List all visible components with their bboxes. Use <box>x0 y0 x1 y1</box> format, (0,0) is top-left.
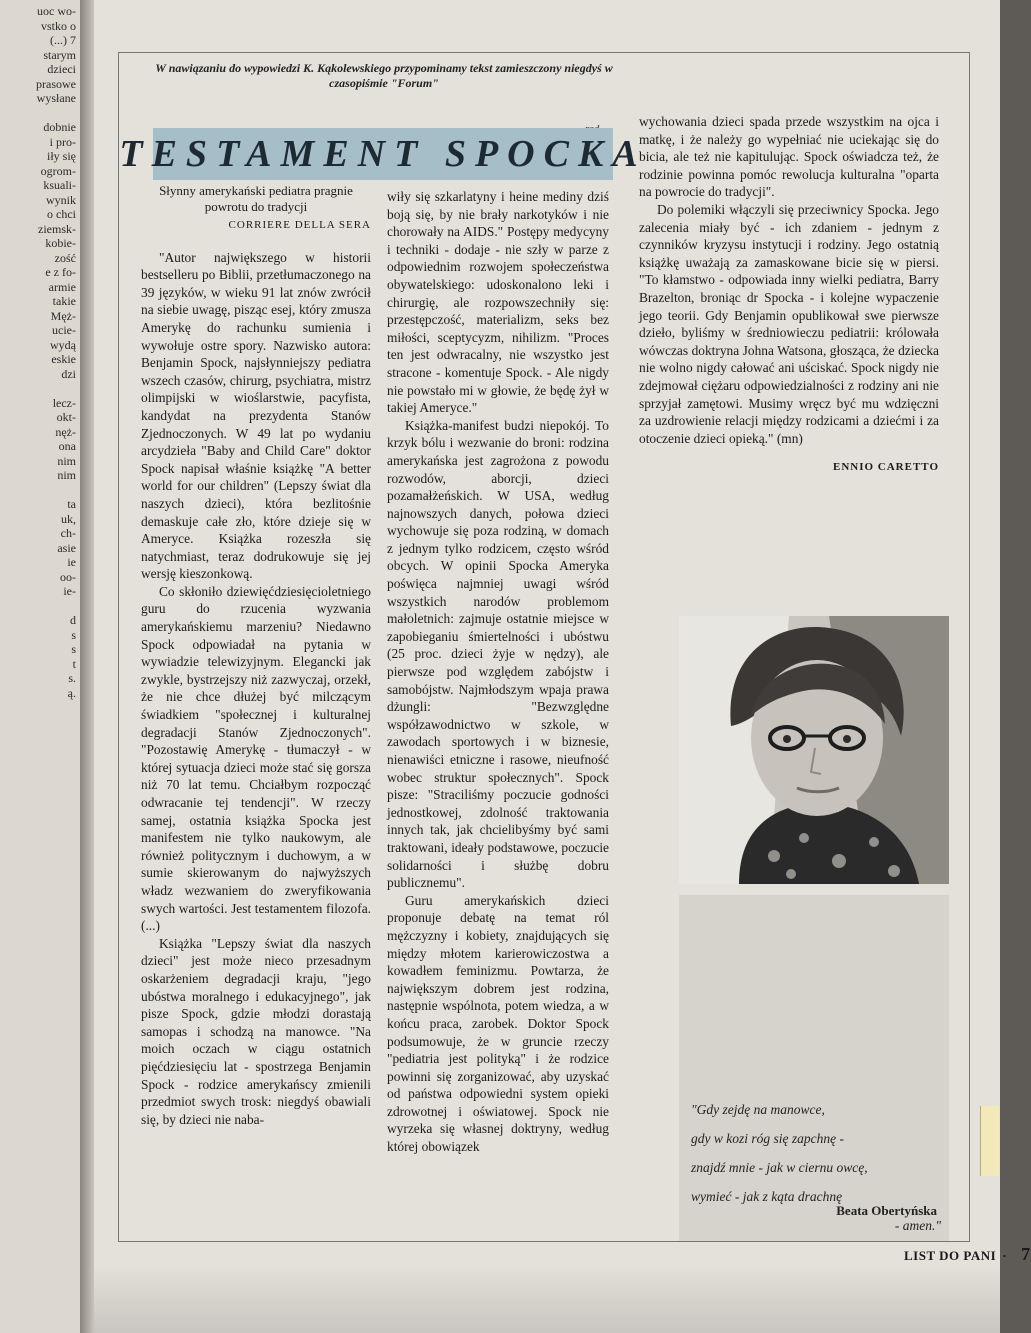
previous-page-fragment: dobnie <box>43 120 76 134</box>
article-title: TESTAMENT SPOCKA <box>119 133 647 175</box>
poem-signature: Beata Obertyńska <box>836 1203 937 1218</box>
previous-page-fragment: d <box>70 613 76 627</box>
portrait-photo <box>679 616 949 884</box>
page-number: 7 <box>1021 1244 1031 1264</box>
column-3 <box>639 113 939 477</box>
previous-page-fragment: nęż- <box>55 424 76 439</box>
previous-page-fragment: i pro- <box>49 134 76 149</box>
previous-page-fragment: ona <box>58 439 76 453</box>
poem-line: znajdź mnie - jak w ciernu owcę, <box>691 1160 868 1175</box>
previous-page-fragment: ie- <box>63 584 76 598</box>
previous-page-fragment: nim <box>57 453 76 468</box>
previous-page-fragment: uoc wo- <box>37 4 76 18</box>
previous-page-fragment: wydą <box>50 337 76 352</box>
previous-page-fragment: ta <box>67 497 76 511</box>
previous-page-fragment: eskie <box>51 352 76 366</box>
poem-line: wymieć - jak z kąta drachnę <box>691 1189 843 1204</box>
previous-page-fragment: e z fo- <box>45 265 76 279</box>
previous-page-fragment: dzieci <box>47 62 76 76</box>
previous-page-fragment: ogrom- <box>40 163 76 178</box>
column-1 <box>141 183 371 1128</box>
source-label: CORRIERE DELLA SERA <box>228 219 371 231</box>
previous-page-fragment: ziemsk- <box>38 221 76 236</box>
previous-page-fragment: s. <box>68 671 76 685</box>
paragraph: Książka "Lepszy świat dla naszych dzieci" jest może nieco przesadnym oskarżeniem degradacji kraju, "jego ubóstwa moralnego i edukacyjnego", jak pisze Spock, gdzie młodzi dorastają samopas i schodzą na manowce. "Na moich oczach w ciągu ostatnich pięćdziesięciu lat - spostrzega Benjamin Spock - rodzice amerykańscy zmienili przedmiot swych trosk: niegdyś obawiali się, by dzieci nie naba- <box>141 935 371 1127</box>
poem-line: gdy w kozi róg się zapchnę - <box>691 1131 844 1146</box>
magazine-name: LIST DO PANI <box>904 1248 997 1263</box>
poem-box <box>679 895 949 1241</box>
previous-page-fragment: kobie- <box>45 236 76 250</box>
previous-page-fragment: prasowe <box>36 76 76 91</box>
column-2 <box>387 188 609 1156</box>
previous-page-fragment: zość <box>54 250 76 265</box>
paragraph: Do polemiki włączyli się przeciwnicy Spocka. Jego zalecenia miały być - ich zdaniem - jednym z czynników kryzysu instytucji i rodziny. Jego ostatnią książkę uważają za zamaskowane bicie się w piersi. "To kłamstwo - odpowiada inny wielki pediatra, Barry Brazelton, broniąc dr Spocka - i kolejne wypaczenie jego teorii. Gdy Benjamin opublikował swe pierwsze dzieło, byliśmy w średniowieczu pediatrii: królowała wówczas doktryna Johna Watsona, głosząca, że dziecka nie wolno nigdy całować ani uściskać. Spock nigdy nie zdejmował ciężaru odpowiedzialności z rodziny ani nie sprzyjał zamętowi. Musimy wręcz być mu wdzięczni za uzdrowienie relacji między rodzicami a dziećmi i za otoczenie dzieci opieką." (mn) <box>639 201 939 446</box>
article-author: ENNIO CARETTO <box>832 461 939 474</box>
paragraph: Guru amerykańskich dzieci proponuje debatę na temat ról mężczyzny i kobiety, znajdujących się między młotem karierowiczostwa a kowadłem feminizmu. Powtarza, że największym dobrem jest rodzina, następnie wspólnota, potem wiedza, a w końcu praca, zarobek. Doktor Spock podsumowuje, że w gruncie rzeczy "pediatria jest polityką" i że rodzice powinni się zorganizować, aby uzyskać od państwa odpowiedni system opieki zdrowotnej i oświatowej. Spock nie wyrzeka się własnej doktryny, według której obowiązek <box>387 892 609 1155</box>
previous-page-fragment: okt- <box>56 410 76 424</box>
previous-page-fragment: armie <box>48 279 76 294</box>
previous-page-fragment: starym <box>43 47 76 62</box>
previous-page-fragment: lecz- <box>52 395 76 410</box>
previous-page-fragment: (...) 7 <box>50 33 76 47</box>
previous-page-fragment: ie <box>67 555 76 569</box>
poem-line: "Gdy zejdę na manowce, <box>691 1102 825 1117</box>
previous-page-edge <box>0 0 80 1333</box>
previous-page-fragment: s <box>71 627 76 642</box>
previous-page-fragment: wynik <box>46 192 76 207</box>
previous-page-fragment: asie <box>57 540 76 555</box>
bookmark-tab <box>980 1106 999 1176</box>
previous-page-fragment: dzi <box>61 366 76 381</box>
page-shadow <box>94 1263 1000 1333</box>
page-gutter <box>80 0 94 1333</box>
previous-page-fragment: ą. <box>67 685 76 700</box>
previous-page-fragment <box>0 483 80 498</box>
paragraph: Książka-manifest budzi niepokój. To krzyk bólu i wezwanie do broni: rodzina amerykańska jest zagrożona z powodu rozwodów, aborcji, dzieci pozamałżeńskich. W USA, według najnowszych danych, połowa dzieci wychowuje się poza rodziną, w domach z jednym tylko rodzicem, często wśród obcych. W opinii Spocka Ameryka poświęca najmniej uwagi wśród wszystkich narodów problemom małoletnich: zajmuje ostatnie miejsce w zapobieganiu śmiertelności i ubóstwu (25 proc. dzieci żyje w nędzy), ale pierwsze pod względem zabójstw i samobójstw. Najmłodszym wpaja prawa dżungli: "Bezwzględne współzawodnictwo w szkole, w zawodach sportowych i w biznesie, nienawiści etniczne i rasowe, nieufność wobec struktur społecznych". Spock pisze: "Straciliśmy poczucie godności jednostkowej, zdolność traktowania innych tak, jak chcielibyśmy być sami traktowani, ideały podstawowe, poczucie solidarności i służbę dobru publicznemu". <box>387 417 609 891</box>
paragraph: wiły się szkarlatyny i heine mediny dziś boją się, by nie brały narkotyków i nie chorowały na AIDS." Postępy medycyny i techniki - dodaje - nie szły w parze z odpowiednim rozwojem społeczeństwa obywatelskiego: udoskonalono leki i chirurgię, ale rozpowszechniły się: przestępczość, materializm, seks bez miłości, sceptycyzm, nihilizm. "Proces ten jest odwracalny, nie wszystko jest stracone - komentuje Spock. - Ale nigdy nie powstało mi w głowie, że będę żył w takiej Ameryce." <box>387 189 609 416</box>
previous-page-fragment: uk, <box>61 511 76 526</box>
page-footer <box>904 1244 1031 1265</box>
article-frame <box>118 52 970 1242</box>
previous-page-fragment <box>0 381 80 396</box>
previous-page-fragment: Męż- <box>50 308 76 323</box>
paragraph: wychowania dzieci spada przede wszystkim na ojca i matkę, i że należy go wypełniać nie uciekając się do bicia, ale też nie kapitulując. Spock oświadcza też, że rodzinie powinna pomóc rewolucja kulturalna "oparta na powrocie do tradycji". <box>639 114 939 200</box>
previous-page-fragment: o chci <box>47 207 76 221</box>
previous-page-fragment: vstko o <box>40 18 76 33</box>
previous-page-fragment: s <box>71 642 76 656</box>
paragraph: "Autor największego w historii bestselleru po Biblii, przetłumaczonego na 39 języków, w wieku 91 lat znów zwrócił na siebie uwagę, pisząc esej, który zmusza Amerykę do rachunku sumienia i wywołuje ostre spory. Nazwisko autora: Benjamin Spock, najsłynniejszy pediatra wszech czasów, chirurg, psychiatra, mistrz olimpijski w wioślarstwie, pacyfista, kandydat na prezydenta Stanów Zjednoczonych. W 49 lat po wydaniu arcydzieła "Baby and Child Care" doktor Spock napisał właśnie książkę "A better world for our children" (Lepszy świat dla naszych dzieci), która bezlitośnie demaskuje całe zło, które dzieje się w Ameryce. Książka rozeszła się natychmiast, teraz dodrukowuje się jej wersję kieszonkową. <box>141 249 371 582</box>
lead-text: Słynny amerykański pediatra pragnie powrotu do tradycji <box>159 183 353 214</box>
previous-page-fragment <box>0 599 80 614</box>
magazine-page <box>94 0 1031 1333</box>
previous-page-fragment: ksuali- <box>43 178 76 192</box>
title-banner <box>119 128 647 180</box>
previous-page-fragment: takie <box>52 294 76 308</box>
footer-dot: · <box>1002 1248 1008 1263</box>
previous-page-fragment <box>0 106 80 121</box>
previous-page-fragment: ch- <box>60 526 76 540</box>
paragraph: Co skłoniło dziewięćdziesięcioletniego guru do rzucenia wyzwania amerykańskiemu marzeniu? Niedawno Spock odpowiadał na pytania w wywiadzie telewizyjnym. Elegancki jak zwykle, bystrzejszy niż zazwyczaj, orzekł, że nie chce dłużej być milczącym świadkiem "społecznej i kulturalnej degradacji Stanów Zjednoczonych". "Pozostawię Amerykę - tłumaczył - w której sytuacja dzieci może stać się gorsza niż 70 lat temu. Chciałbym rozpocząć odwracanie tej tendencji". W rzeczy samej, ostatnia książka Spocka jest manifestem nie tylko naukowym, ale również politycznym i duchowym, a w sumie skierowanym do najwyższych władz wezwaniem do zweryfikowania swych wartości. Jest testamentem filozofa.(...) <box>141 583 371 934</box>
previous-page-fragment: nim <box>57 468 76 482</box>
previous-page-fragment: iły się <box>47 149 76 163</box>
poem-line: - amen." <box>894 1218 941 1233</box>
previous-page-fragment: ucie- <box>52 323 76 337</box>
previous-page-fragment: oo- <box>60 569 76 584</box>
previous-page-fragment: wysłane <box>36 91 76 105</box>
previous-page-fragment: t <box>72 656 76 671</box>
intro-note: W nawiązaniu do wypowiedzi K. Kąkolewskiego przypominamy tekst zamieszczony niegdyś w czasopiśmie "Forum" <box>155 61 613 90</box>
